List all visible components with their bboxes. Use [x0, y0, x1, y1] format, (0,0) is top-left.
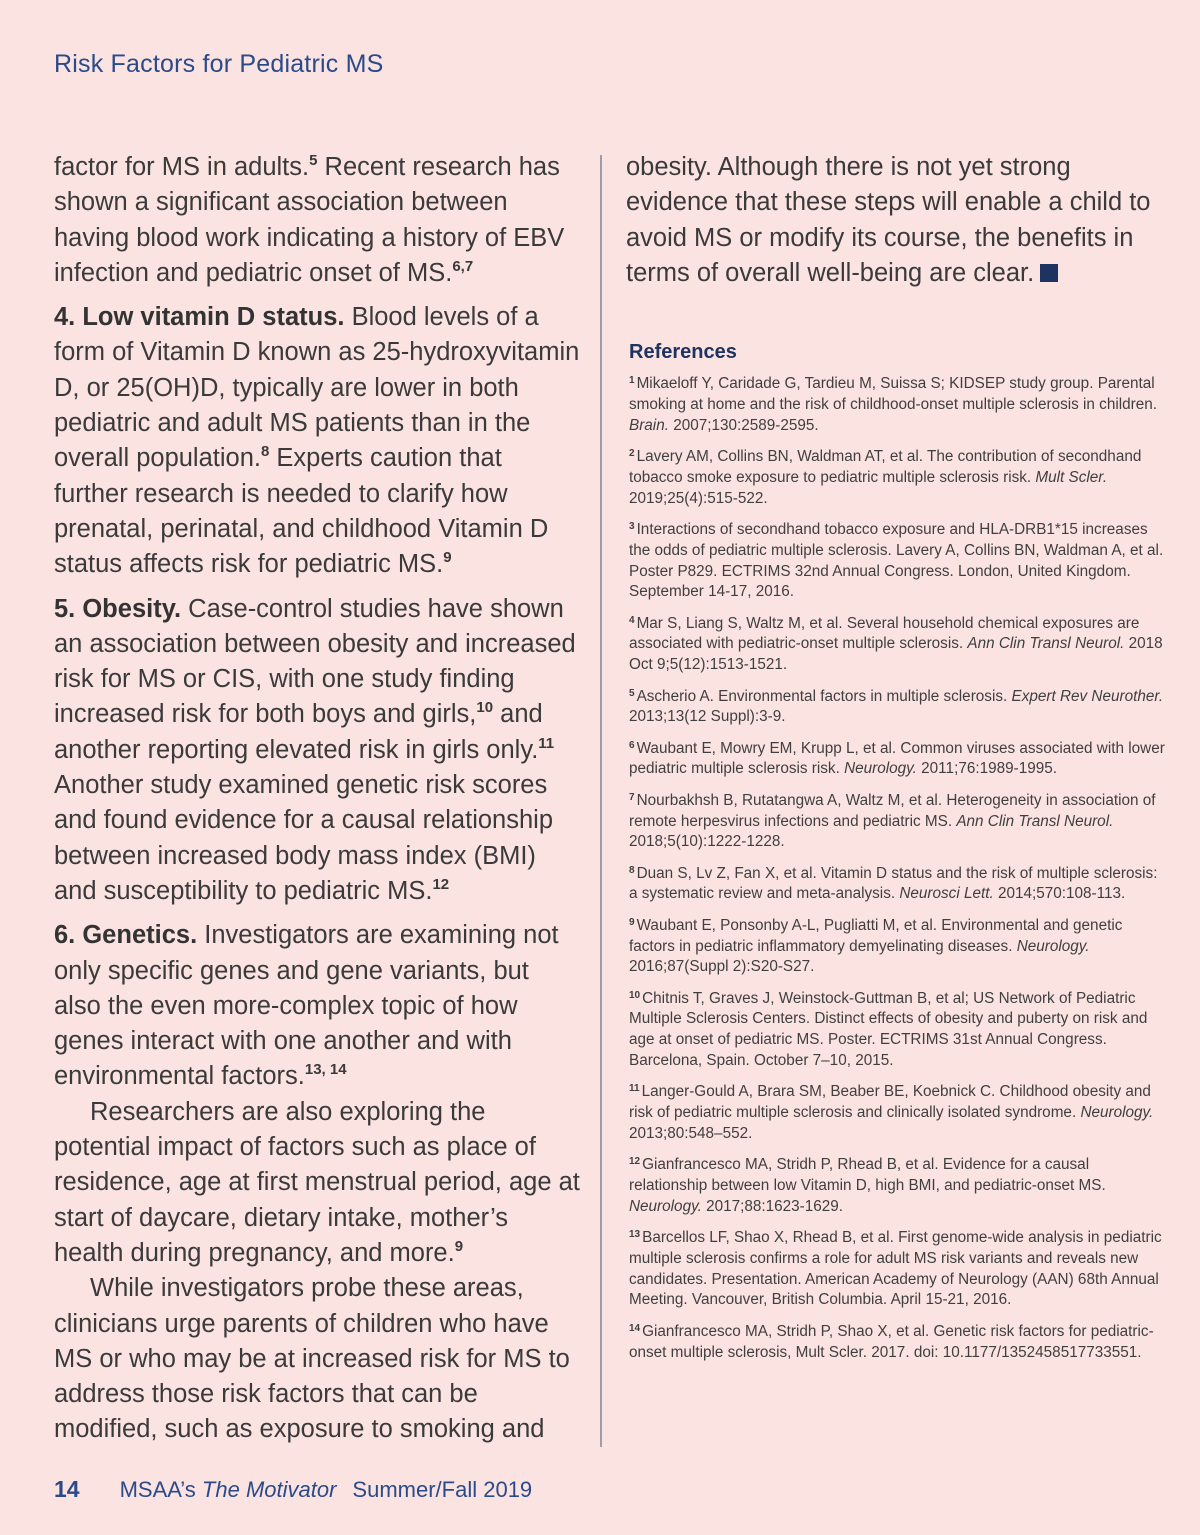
page-footer — [54, 1476, 532, 1503]
running-title: Risk Factors for Pediatric MS — [54, 50, 384, 78]
column-divider — [600, 155, 602, 1447]
reference-item: $^2$ Lavery AM, Collins BN, Waldman AT, et al. The contribution of secondhand tobacco smoke exposure to pediatric multiple sclerosis risk. Mult Scler. 2019;25(4):515-522. — [629, 448, 1142, 507]
left-column — [54, 150, 580, 1448]
reference-item: $^3$ Interactions of secondhand tobacco exposure and HLA-DRB1*15 increases the odds of pediatric multiple sclerosis. Lavery A, Collins BN, Waldman A, et al. Poster P829. ECTRIMS 32nd Annual Congress. London, United Kingdom. September 14-17, 2016. — [629, 520, 1164, 601]
ebv-paragraph: factor for MS in adults.$^5$ Recent research has shown a significant association between having blood work indicating a history of EBV infection and pediatric onset of MS.$^{6,7}$ — [54, 152, 565, 287]
publication-name: MSAA’s The Motivator — [119, 1477, 337, 1502]
citation: 12 — [432, 875, 450, 893]
citation: 13, 14 — [304, 1061, 347, 1079]
section-heading: 6. Genetics. — [54, 921, 198, 950]
end-of-article-square-icon — [1040, 264, 1058, 282]
reference-item: $^{12}$ Gianfrancesco MA, Stridh P, Rhead B, et al. Evidence for a causal relationship between low Vitamin D, high BMI, and pediatric-onset MS. Neurology. 2017;88:1623-1629. — [629, 1156, 1106, 1215]
issue-label: Summer/Fall 2019 — [352, 1477, 533, 1502]
section-heading: 4. Low vitamin D status. — [54, 303, 345, 332]
citation: 9 — [443, 549, 452, 567]
citation: 5 — [309, 152, 318, 169]
reference-item: $^7$ Nourbakhsh B, Rutatangwa A, Waltz M, et al. Heterogeneity in association of remote herpesvirus infections and pediatric MS. Ann Clin Transl Neurol. 2018;5(10):1222-1228. — [629, 791, 1156, 851]
reference-item: $^8$ Duan S, Lv Z, Fan X, et al. Vitamin D status and the risk of multiple sclerosis: a systematic review and meta-analysis. Neurosci Lett. 2014;570:108-113. — [629, 864, 1158, 903]
obesity-section: 5. Obesity. Case-control studies have shown an association between obesity and increased risk for MS or CIS, with one study finding increased risk for both boys and girls,$^{10}$ and another reporting elevated risk in girls only.$^{11}$ Another study examined genetic risk scores and found evidence for a causal relationship between increased body mass index (BMI) and susceptibility to pediatric MS.$^{12}$ — [54, 594, 576, 905]
citation: 9 — [454, 1237, 464, 1255]
reference-item: $^1$ Mikaeloff Y, Caridade G, Tardieu M, Suissa S; KIDSEP study group. Parental smoking at home and the risk of childhood-onset multiple sclerosis in children. Brain. 2007;130:2589-2595. — [629, 375, 1158, 434]
clinicians-paragraph: While investigators probe these areas, clinicians urge parents of children who have MS or who may be at increased risk for MS to address those risk factors that can be modified, such as exposure to smoking and — [54, 1274, 570, 1444]
reference-item: $^{10}$ Chitnis T, Graves J, Weinstock-Guttman B, et al; US Network of Pediatric Multiple Sclerosis Centers. Distinct effects of obesity and puberty on risk and age at onset of pediatric MS. Poster. ECTRIMS 31st Annual Congress. Barcelona, Spain. October 7–10, 2015. — [629, 989, 1148, 1069]
citation: 10 — [476, 699, 494, 717]
researchers-paragraph: Researchers are also exploring the potential impact of factors such as place of residence, age at first menstrual period, age at start of daycare, dietary intake, mother’s health during pregnancy, and more.$^9$ — [54, 1097, 580, 1267]
citation: 6,7 — [452, 257, 474, 275]
reference-item: $^6$ Waubant E, Mowry EM, Krupp L, et al. Common viruses associated with lower pediatric multiple sclerosis risk. Neurology. 2011;76:1989-1995. — [629, 739, 1165, 778]
reference-item: $^{11}$ Langer-Gould A, Brara SM, Beaber BE, Koebnick C. Childhood obesity and risk of pediatric multiple sclerosis and clinically isolated syndrome. Neurology. 2013;80:548–552. — [629, 1083, 1154, 1142]
vitamin-d-section: 4. Low vitamin D status. Blood levels of a form of Vitamin D known as 25-hydroxyvitamin D, or 25(OH)D, typically are lower in both pediatric and adult MS patients than in the overall population.$^8$ Experts caution that further research is needed to clarify how prenatal, perinatal, and childhood Vitamin D status affects risk for pediatric MS.$^9$ — [54, 303, 580, 579]
genetics-section: 6. Genetics. Investigators are examining not only specific genes and gene variants, but also the even more-complex topic of how genes interact with one another and with environmental factors.$^{13, 14}$ — [54, 921, 559, 1091]
reference-item: $^9$ Waubant E, Ponsonby A-L, Pugliatti M, et al. Environmental and genetic factors in pediatric inflammatory demyelinating diseases. Neurology. 2016;87(Suppl 2):S20-S27. — [629, 916, 1123, 976]
reference-item: $^4$ Mar S, Liang S, Waltz M, et al. Several household chemical exposures are associated with pediatric-onset multiple sclerosis. Ann Clin Transl Neurol. 2018 Oct 9;5(12):1513-1521. — [629, 614, 1163, 674]
references-heading: References — [629, 341, 737, 364]
citation: 11 — [538, 734, 555, 752]
references-list — [626, 374, 1166, 1363]
conclusion-paragraph: obesity. Although there is not yet strong evidence that these steps will enable a child to avoid MS or modify its course, the benefits in terms of overall well-being are clear. — [626, 153, 1151, 287]
section-heading: 5. Obesity. — [54, 594, 182, 623]
reference-item: $^{14}$ Gianfrancesco MA, Stridh P, Shao X, et al. Genetic risk factors for pediatric-onset multiple sclerosis, Mult Scler. 2017. doi: 10.1177/1352458517733551. — [629, 1322, 1154, 1361]
page-number: 14 — [54, 1476, 80, 1502]
right-column — [626, 150, 1166, 1374]
reference-item: $^5$ Ascherio A. Environmental factors in multiple sclerosis. Expert Rev Neurother. 2013;13(12 Suppl):3-9. — [629, 687, 1164, 726]
reference-item: $^{13}$ Barcellos LF, Shao X, Rhead B, et al. First genome-wide analysis in pediatric multiple sclerosis confirms a role for adult MS risk variants and reveals new candidates. Presentation. American Academy of Neurology (AAN) 68th Annual Meeting. Vancouver, British Columbia. April 15-21, 2016. — [629, 1229, 1162, 1309]
citation: 8 — [260, 443, 270, 461]
